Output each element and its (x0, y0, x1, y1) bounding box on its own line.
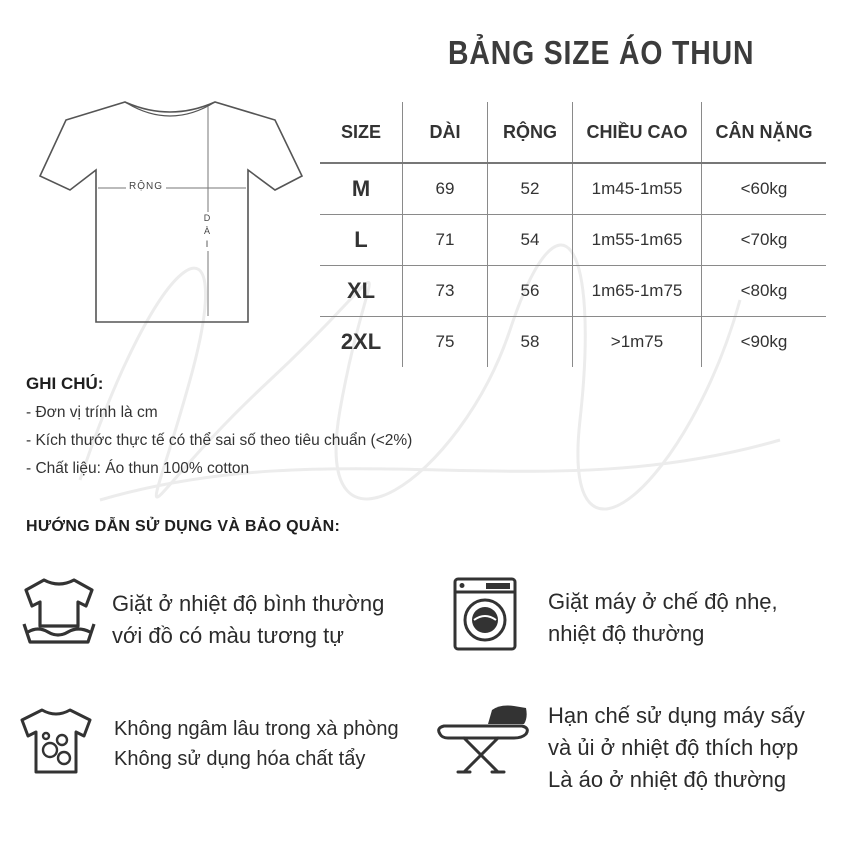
ironing-board-icon (434, 700, 534, 774)
page-title: BẢNG SIZE ÁO THUN (448, 34, 755, 71)
col-header-length: DÀI (403, 102, 488, 163)
size-cell: XL (320, 266, 403, 317)
care-text-dry-iron: Hạn chế sử dụng máy sấy và ủi ở nhiệt độ thích hợp Là áo ở nhiệt độ thường (548, 703, 805, 792)
care-text-soap: Không ngâm lâu trong xà phòng Không sử dụng hóa chất tẩy (114, 718, 399, 770)
note-item: - Chất liệu: Áo thun 100% cotton (26, 460, 250, 477)
width-label: RỘNG (126, 181, 166, 192)
col-header-width: RỘNG (488, 102, 573, 163)
note-item: - Kích thước thực tế có thể sai số theo tiêu chuẩn (<2%) (26, 432, 413, 449)
size-cell: M (320, 163, 403, 215)
length-cell: 71 (403, 215, 488, 266)
length-label: D À I (203, 213, 211, 249)
col-header-weight: CÂN NẶNG (702, 102, 827, 163)
care-heading: HƯỚNG DẪN SỬ DỤNG VÀ BẢO QUẢN: (26, 518, 341, 535)
table-row (320, 317, 826, 368)
hand-wash-shirt-icon (20, 574, 98, 648)
col-header-size: SIZE (320, 102, 403, 163)
height-cell: 1m45-1m55 (573, 163, 702, 215)
col-header-height: CHIỀU CAO (573, 102, 702, 163)
tshirt-diagram (30, 90, 310, 330)
table-row (320, 266, 826, 317)
size-cell: 2XL (340, 329, 382, 354)
care-text-machine-wash: Giặt máy ở chế độ nhẹ, nhiệt độ thường (548, 589, 778, 646)
table-row (320, 215, 826, 266)
length-cell: 69 (403, 163, 488, 215)
width-cell: 58 (488, 317, 573, 368)
table-row (320, 163, 826, 215)
weight-cell: <70kg (702, 215, 827, 266)
length-cell: 75 (403, 317, 488, 368)
soap-bubbles-shirt-icon (16, 706, 96, 776)
height-cell: 1m55-1m65 (573, 215, 702, 266)
table-header-row (320, 102, 826, 163)
length-cell: 73 (403, 266, 488, 317)
washing-machine-icon (452, 576, 518, 652)
width-cell: 54 (488, 215, 573, 266)
size-cell: L (320, 215, 403, 266)
notes-heading: GHI CHÚ: (26, 374, 104, 393)
size-table (320, 102, 826, 367)
weight-cell: <60kg (702, 163, 827, 215)
weight-cell: <80kg (702, 266, 827, 317)
care-text-hand-wash: Giặt ở nhiệt độ bình thường với đồ có màu tương tự (112, 591, 385, 648)
height-cell: >1m75 (573, 317, 702, 368)
width-cell: 56 (488, 266, 573, 317)
width-cell: 52 (488, 163, 573, 215)
height-cell: 1m65-1m75 (573, 266, 702, 317)
tshirt-outline (40, 102, 302, 322)
weight-cell: <90kg (702, 317, 827, 368)
note-item: - Đơn vị trính là cm (26, 404, 158, 421)
